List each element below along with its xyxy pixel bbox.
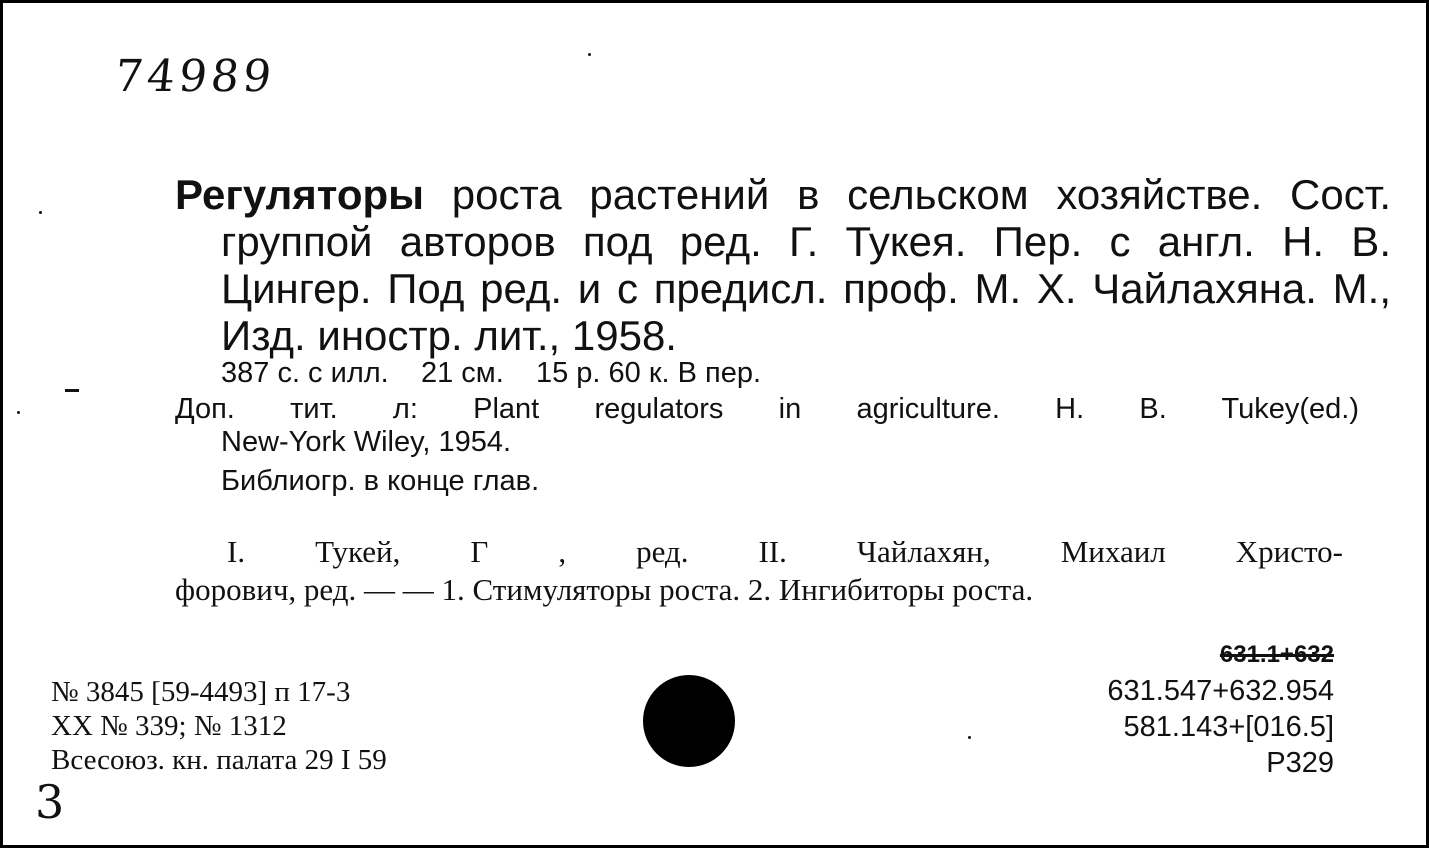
bibliographic-description — [175, 171, 1391, 359]
book-title: Регуляторы — [175, 171, 425, 218]
subject-headings — [175, 533, 1343, 609]
original-title-line-1: Доп. тит. л: Plant regulators in agriculture. H. B. Tukey(ed.) — [175, 393, 1359, 425]
margin-dash — [65, 389, 79, 392]
handwritten-accession-number: 74989 — [112, 51, 278, 102]
classification-line-2: 581.143+[016.5] — [1123, 711, 1334, 743]
collation-line: 387 с. с илл. 21 см. 15 р. 60 к. В пер. — [221, 357, 762, 389]
classification-line-3: Р329 — [1266, 747, 1334, 779]
registration-line-2: XX № 339; № 1312 — [51, 710, 287, 742]
registration-line-3: Всесоюз. кн. палата 29 I 59 — [51, 744, 387, 776]
subject-line-1: I. Тукей, Г , ред. II. Чайлахян, Михаил Христо- — [227, 534, 1343, 569]
punch-hole — [643, 675, 735, 767]
stray-dot — [39, 211, 42, 214]
stray-dot — [588, 53, 591, 56]
registration-info — [51, 675, 387, 777]
stray-dot — [17, 411, 20, 414]
classification-line-1: 631.547+632.954 — [1107, 675, 1334, 707]
handwritten-corner-mark: 3 — [35, 775, 65, 829]
original-title-line-2: New-York Wiley, 1954. — [221, 426, 512, 458]
registration-line-1: № 3845 [59-4493] п 17-3 — [51, 676, 351, 708]
original-title-note — [175, 393, 1359, 459]
description-body: роста растений в сельском хозяйстве. Сост. группой авторов под ред. Г. Тукея. Пер. с англ. Н. В. Цингер. Под ред. и с предисл. проф. М. Х. Чайлахяна. М., Изд. иностр. лит., 1958. — [221, 171, 1391, 359]
subject-line-2: форович, ред. — — 1. Стимуляторы роста. 2. Ингибиторы роста. — [175, 572, 1034, 607]
bibliography-note: Библиогр. в конце глав. — [221, 465, 540, 497]
struck-classification: 631.1+632 — [1219, 641, 1334, 668]
classification-codes — [1107, 637, 1334, 781]
stray-dot — [968, 736, 971, 739]
